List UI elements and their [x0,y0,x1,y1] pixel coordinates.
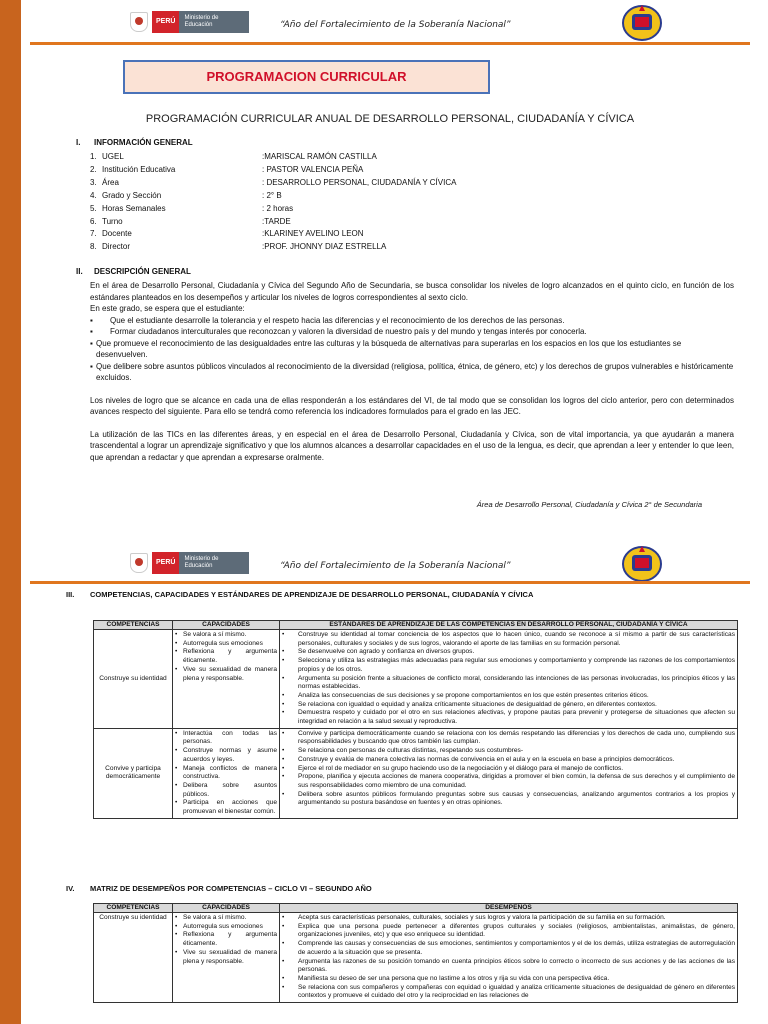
document-subtitle: PROGRAMACIÓN CURRICULAR ANUAL DE DESARROLLO PERSONAL, CIUDADANÍA Y CÍVICA [145,113,635,125]
performance-table [93,903,738,1003]
area-signature: Área de Desarrollo Personal, Ciudadanía y Cívica 2° de Secundaria [476,500,702,509]
description-lead: En este grado, se espera que el estudiante: [90,304,245,313]
objective-item: ▪ Formar ciudadanos interculturales que reconozcan y valoren la diversidad de nuestro país y del mundo y tengas interés por conocerla. [90,327,587,336]
peru-label: PERÚ [152,11,179,33]
table-row [94,728,738,818]
capacities-cell: • Se valora a sí mismo. • Autorregula sus emociones • Reflexiona y argumenta éticamente. • Vive su sexualidad de manera plena y responsable. [173,913,280,1003]
section-3-heading: III. COMPETENCIAS, CAPACIDADES Y ESTÁNDARES DE APRENDIZAJE DE DESARROLLO PERSONAL, CIUDADANÍA Y CÍVICA [66,590,534,599]
section-1-heading: I. INFORMACIÓN GENERAL [76,138,193,147]
info-row: 3. Área : DESARROLLO PERSONAL, CIUDADANÍA Y CÍVICA [90,177,457,187]
school-crest-icon [620,543,664,583]
table-header-row [94,904,738,913]
column-header: COMPETENCIAS [94,904,173,913]
peru-label: PERÚ [152,552,179,574]
left-accent-bar [0,0,21,1024]
competency-cell: Construye su identidad [94,913,173,1003]
info-row: 7. Docente :KLARINEY AVELINO LEON [90,229,364,239]
general-info-list [90,151,456,254]
page-header [30,541,750,585]
column-header: CAPACIDADES [173,621,280,630]
page-title: PROGRAMACION CURRICULAR [206,69,407,84]
description-paragraph: La utilización de las TICs en las diferentes áreas, y en especial en el área de Desarrollo Personal, Ciudadanía y Cívica, son de vital importancia, ya que ayudarán a manera trascendental a lograr un aprendizaje significativo y que los alumnos alcances a desarrollar capacidades en el uso de la lengua, es decir, que aprendan a leer y entender lo que leen, que aprendan a redactar y que aprendan a expresarse oralmente. [90,429,734,462]
standards-cell: • Convive y participa democráticamente cuando se relaciona con los demás respetando las diferencias y los derechos de cada uno, cumpliendo sus responsabilidades y buscando que otros también las cumplan. • Se relaciona con personas de culturas distintas, respetando sus costumbres- • Construye y evalúa de manera colectiva las normas de convivencia en el aula y en la escuela en base a principios democráticos. • Ejerce el rol de mediador en su grupo haciendo uso de la negociación y el diálogo para el manejo de conflictos. • Propone, planifica y ejecuta acciones de manera cooperativa, dirigidas a promover el bien común, la defensa de sus derechos y el cumplimiento de sus responsabilidades como miembro de una comunidad. • Delibera sobre asuntos públicos formulando preguntas sobre sus causas y consecuencias, analizando argumentos contrarios a los propios y argumentando su postura basándose en fuentes y en otras opiniones. [280,728,738,818]
general-description [90,280,734,463]
standards-table [93,620,738,819]
section-4-heading: IV. MATRIZ DE DESEMPEÑOS POR COMPETENCIAS – CICLO VI – SEGUNDO AÑO [66,884,372,893]
competency-cell: Construye su identidad [94,630,173,729]
objective-item: ▪ Que el estudiante desarrolle la tolerancia y el respeto hacia las diferencias y el reconocimiento de los derechos de las personas. [90,315,565,325]
ministry-label: Ministerio de Educación [179,11,249,33]
performance-cell: • Acepta sus características personales, culturales, sociales y sus logros y valora la participación de su familia en su formación. • Explica que una persona puede pertenecer a diferentes grupos culturales y sociales (religiosos, ambientalistas, animalistas, de género, organizaciones juveniles, etc) y que eso enriquece su identidad. • Comprende las causas y consecuencias de sus emociones, sentimientos y comportamientos y el de los demás, utiliza estrategias de autorregulación de acuerdo a la situación que se presenta. • Argumenta las razones de su posición tomando en cuenta principios éticos sobre lo correcto o incorrecto de sus acciones y de las acciones de las personas. • Manifiesta su deseo de ser una persona que no lastime a los otros y rija su vida con una perspectiva ética. • Se relaciona con sus compañeros y compañeras con equidad o igualdad y analiza críticamente situaciones de desigualdad de género en diferentes contextos y promueve el cuidado del otro y la reciprocidad en las relaciones de [280,913,738,1003]
peru-shield-icon [130,12,148,32]
ministry-logo [130,11,282,33]
title-box [123,60,490,94]
standards-cell: • Construye su identidad al tomar conciencia de los aspectos que lo hacen único, cuando se reconoce a sí mismo a partir de sus características personales, culturales y sociales y de sus logros, valorando el aporte de las familias en su formación personal. • Se desenvuelve con agrado y confianza en diversos grupos. • Selecciona y utiliza las estrategias más adecuadas para regular sus emociones y comportamiento y comprende las razones de los comportamientos propios y de los otros. • Argumenta su posición frente a situaciones de conflicto moral, considerando las intenciones de las personas involucradas, los principios éticos y las normas establecidas. • Analiza las consecuencias de sus decisiones y se propone comportamientos en los que estén presentes criterios éticos. • Se relaciona con igualdad o equidad y analiza críticamente situaciones de desigualdad de género, en diferentes contextos. • Demuestra respeto y cuidado por el otro en sus relaciones afectivas, y propone pautas para prevenir y protegerse de situaciones que afecten su integridad en relación a la salud sexual y reproductiva. [280,630,738,729]
column-header: ESTÁNDARES DE APRENDIZAJE DE LAS COMPETENCIAS EN DESARROLLO PERSONAL, CIUDADANÍA Y CÍVICA [280,621,738,630]
ministry-logo [130,552,282,574]
peru-shield-icon [130,553,148,573]
info-row: 6. Turno :TARDE [90,216,291,226]
capacities-cell: • Interactúa con todas las personas. • Construye normas y asume acuerdos y leyes. • Maneja conflictos de manera constructiva. • Delibera sobre asuntos públicos. • Participa en acciones que promuevan el bienestar común. [173,728,280,818]
table-header-row [94,621,738,630]
section-2-heading: II. DESCRIPCIÓN GENERAL [76,267,191,276]
header-divider [30,42,750,45]
school-crest-icon [620,2,664,42]
info-row: 2. Institución Educativa : PASTOR VALENCIA PEÑA [90,164,364,174]
description-intro: En el área de Desarrollo Personal, Ciudadanía y Cívica del Segundo Año de Secundaria, se busca consolidar los niveles de logro alcanzados en el quinto ciclo, en función de los estándares planteados en los desempeños y articular los niveles de logros correspondientes al sexto ciclo. [90,281,734,302]
table-row [94,913,738,1003]
page-header [30,0,750,44]
competency-cell: Convive y participa democráticamente [94,728,173,818]
year-motto: “Año del Fortalecimiento de la Soberanía Nacional” [280,561,511,571]
ministry-label: Ministerio de Educación [179,552,249,574]
info-row: 5. Horas Semanales : 2 horas [90,203,294,213]
header-divider [30,581,750,584]
column-header: CAPACIDADES [173,904,280,913]
description-paragraph: Los niveles de logro que se alcance en cada una de ellas responderán a los estándares del VI, de tal modo que se consolidan los logros del ciclo anterior, pero con determinados avances respecto del siguiente. Para ello se tendrá como referencia los indicadores formulados para el grado en las JEC. [90,395,734,416]
capacities-cell: • Se valora a sí mismo. • Autorregula sus emociones • Reflexiona y argumenta éticamente. • Vive su sexualidad de manera plena y responsable. [173,630,280,729]
column-header: DESEMPEÑOS [280,904,738,913]
info-row: 1. UGEL :MARISCAL RAMÓN CASTILLA [90,152,377,161]
year-motto: “Año del Fortalecimiento de la Soberanía Nacional” [280,20,511,30]
objective-item: ▪ Que promueve el reconocimiento de las desigualdades entre las culturas y la búsqueda de alternativas para superarlas en los espacios en los que los estudiantes se desenvuelven. [90,338,682,359]
info-row: 8. Director :PROF. JHONNY DIAZ ESTRELLA [90,242,387,252]
objective-item: ▪ Que delibere sobre asuntos públicos vinculados al reconocimiento de la diversidad (religiosa, política, étnica, de género, etc) y los derechos de grupos vulnerables e históricamente excluidos. [90,361,734,382]
info-row: 4. Grado y Sección : 2° B [90,190,282,200]
table-row [94,630,738,729]
column-header: COMPETENCIAS [94,621,173,630]
